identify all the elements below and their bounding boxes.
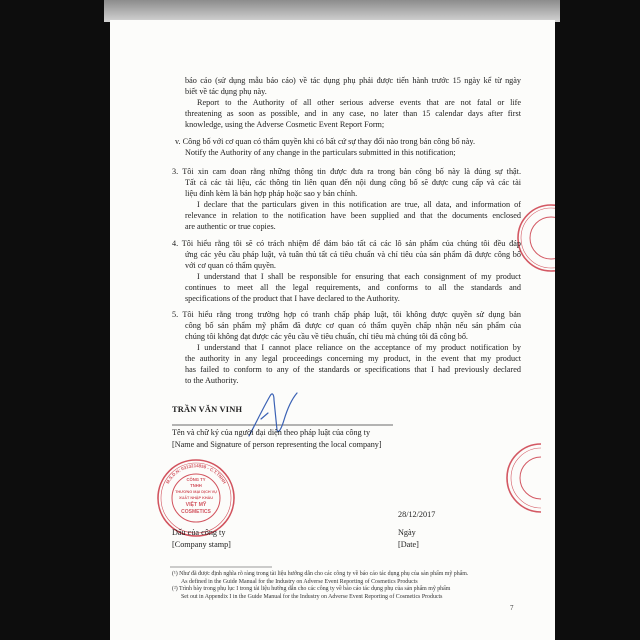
signatory-name: TRẦN VĂN VINH xyxy=(172,405,243,414)
footnote-1-vi: (¹) Như đã được định nghĩa rõ ràng trong tài liệu hướng dẫn cho các công ty về báo cáo tác dụng phụ của sản phẩm mỹ phẩm. xyxy=(172,571,469,577)
footnote-1-en: As defined in the Guide Manual for the Industry on Adverse Event Reporting of Cosmetics Products xyxy=(181,578,418,585)
seal-line: TNHH xyxy=(190,483,202,488)
date-label-en: [Date] xyxy=(398,540,419,549)
seal-line: XUẤT NHẬP KHẨU xyxy=(178,496,214,500)
item-5-en-line: has failed to conform to any of the standards or specifications that I had previously declared xyxy=(185,365,521,374)
date-value: 28/12/2017 xyxy=(398,510,436,519)
item-3-vi-line: 3. Tôi xin cam đoan rằng những thông tin được đưa ra trong bản công bố này là đúng sự thật. xyxy=(172,167,521,176)
seal-line: VIỆT MỸ xyxy=(185,502,207,508)
item-5-vi-line: công bố sản phẩm mỹ phẩm đã được cơ quan có thẩm quyền chấp nhận nếu sản phẩm của xyxy=(185,321,521,330)
seal-line: THƯƠNG MẠI DỊCH VỤ xyxy=(175,490,217,494)
item-4-vi-line: ứng các yêu cầu pháp luật, và tuân thủ tất cả tiêu chuẩn và chỉ tiêu của sản phẩm đã được công bố xyxy=(185,250,521,259)
item-iv-en-line: knowledge, using the Adverse Cosmetic Event Report Form; xyxy=(185,120,385,129)
item-3-en-line: I declare that the particulars given in this notification are true, all data, and information of xyxy=(197,200,521,209)
scan-top-edge xyxy=(104,0,560,22)
item-3-en-line: are authentic or true copies. xyxy=(185,222,276,231)
item-iv-en-line: threatening as soon as possible, and in any case, no later than 15 calendar days after first xyxy=(185,109,521,118)
item-4-vi-line: với cơ quan có thẩm quyền. xyxy=(185,261,276,270)
item-3-en-line: relevance in relation to the notification have been supplied and that the documents enclosed xyxy=(185,211,521,220)
page-number: 7 xyxy=(510,604,514,612)
item-4-en-line: I understand that I shall be responsible for ensuring that each consignment of my product xyxy=(197,272,521,281)
item-3-vi-line: liệu đính kèm là bản hợp pháp hoặc sao y bản chính. xyxy=(185,189,358,198)
item-5-vi-line: 5. Tôi hiểu rằng trong trường hợp có tranh chấp pháp luật, tôi không được quyền sử dụng bản xyxy=(172,310,521,319)
footnote-2-en: Set out in Appendix I in the Guide Manual for the Industry on Adverse Event Reporting of Cosmetics Products xyxy=(181,593,443,600)
seal-line: CÔNG TY xyxy=(186,477,206,482)
item-4-vi-line: 4. Tôi hiểu rằng tôi sẽ có trách nhiệm để đảm bảo tất cả các lô sản phẩm của chúng tôi đều đáp xyxy=(172,239,521,248)
item-iv-en-line: Report to the Authority of all other serious adverse events that are not fatal or life xyxy=(197,98,521,107)
seal-ring-text-path: M.S.D.N: 0313214859 - C.T.TNHH xyxy=(164,463,228,485)
date-label-vi: Ngày xyxy=(398,528,416,537)
item-5-en-line: to the Authority. xyxy=(185,376,239,385)
seal-line: COSMETICS xyxy=(181,509,211,515)
footnote-2-vi: (²) Trình bày trong phụ lục I trong tài liệu hướng dẫn cho các công ty về báo cáo tác dụng phụ của sản phẩm mỹ phẩm xyxy=(172,586,451,592)
item-4-en-line: continues to meet all the legal requirements, and conforms to all the standards and xyxy=(185,283,521,292)
item-iv-vi-line: biết về tác dụng phụ này. xyxy=(185,87,267,96)
item-4-en-line: specifications of the product that I have declared to the Authority. xyxy=(185,294,400,303)
signatory-caption-en: [Name and Signature of person representing the local company] xyxy=(172,440,382,449)
item-v-en: Notify the Authority of any change in the particulars submitted in this notification; xyxy=(185,148,456,157)
item-iv-vi-line: báo cáo (sử dụng mẫu báo cáo) về tác dụng phụ phải được tiến hành trước 15 ngày kể từ ngày xyxy=(185,76,521,85)
item-3-vi-line: Tất cả các tài liệu, các thông tin liên quan đến nội dung công bố sẽ được cung cấp và các tài xyxy=(185,178,521,187)
company-stamp-label-en: [Company stamp] xyxy=(172,540,231,549)
signatory-caption-vi: Tên và chữ ký của người đại diện theo pháp luật của công ty xyxy=(172,428,371,437)
item-5-en-line: the authority in any legal proceedings concerning my product, in the event that my product xyxy=(185,354,521,363)
item-5-en-line: I understand that I cannot place reliance on the acceptance of my product notification by xyxy=(197,343,521,352)
company-stamp-label-vi: Dấu của công ty xyxy=(172,528,226,537)
item-5-vi-line: chúng tôi không đạt được các yêu cầu về tiêu chuẩn, chỉ tiêu mà chúng tôi đã công bố. xyxy=(185,332,468,341)
item-v-vi: v. Công bố với cơ quan có thẩm quyền khi có bất cứ sự thay đổi nào trong bản công bố này. xyxy=(175,137,476,146)
